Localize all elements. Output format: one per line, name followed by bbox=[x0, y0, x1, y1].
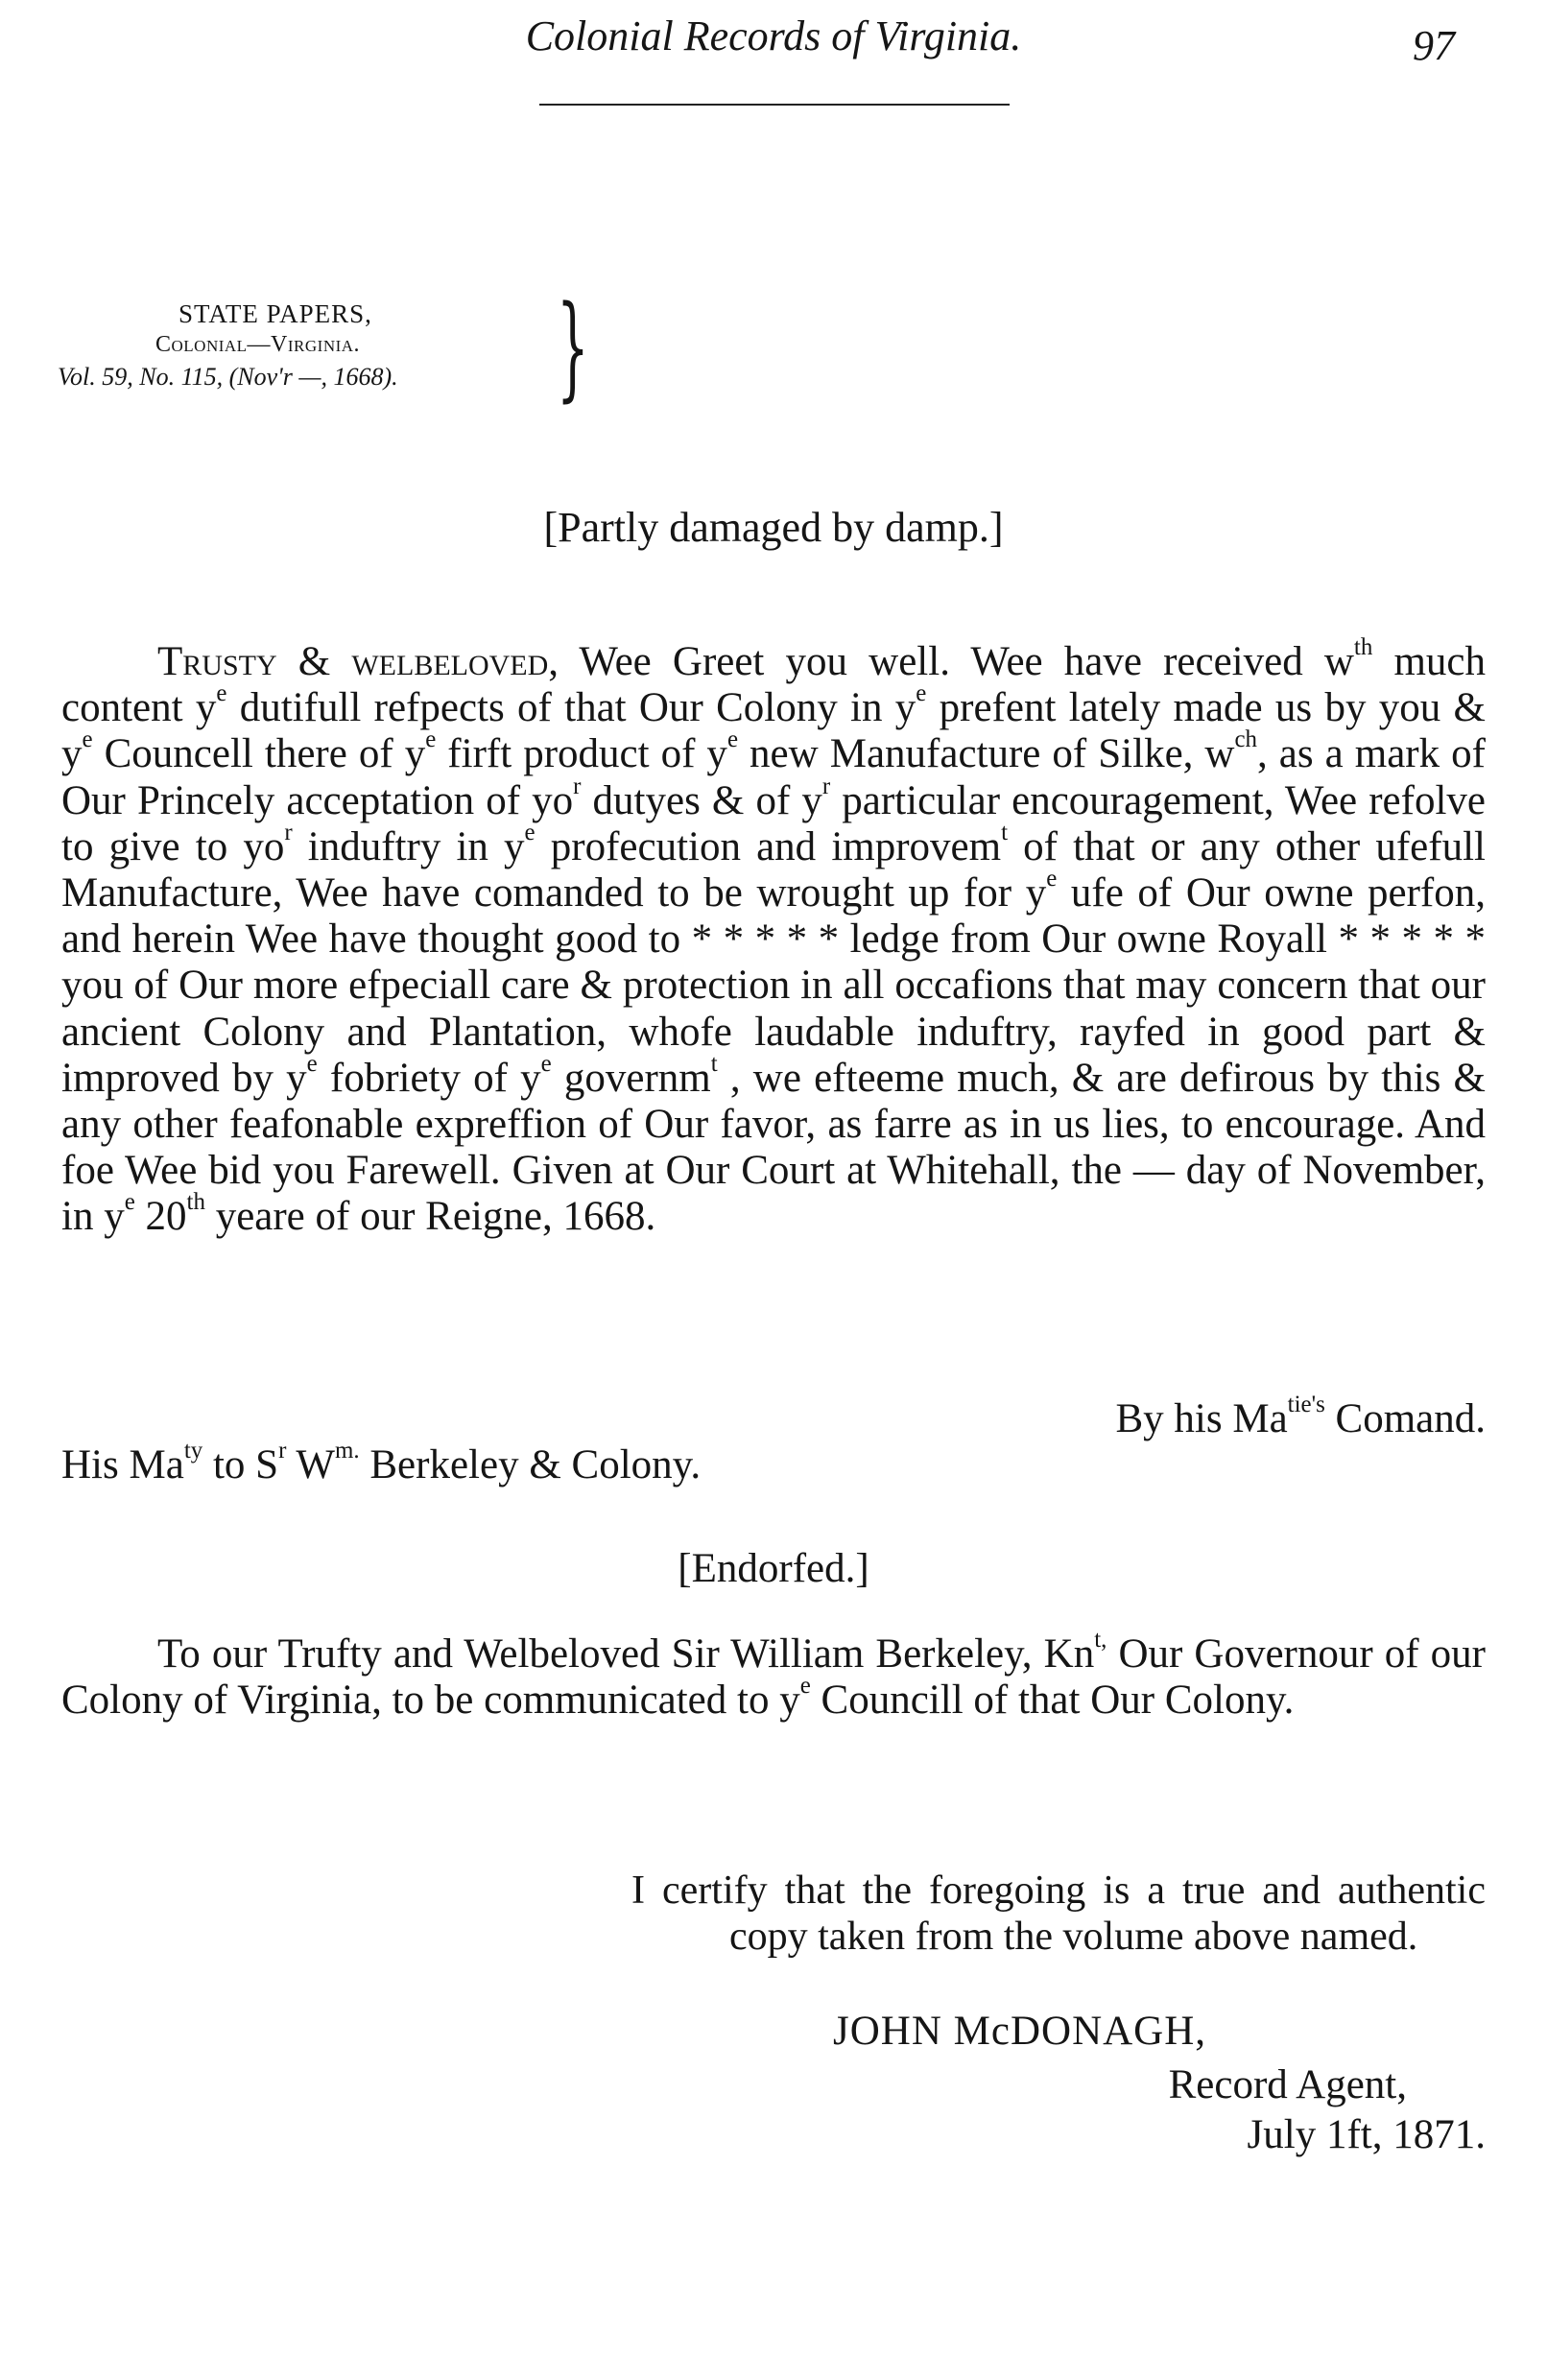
text-run: To our Trufty and Welbeloved Sir William Berkeley, Kn bbox=[157, 1631, 1095, 1677]
header-rule bbox=[539, 104, 1010, 106]
superscript: e bbox=[124, 1189, 135, 1216]
superscript: e bbox=[306, 1050, 318, 1077]
superscript: th bbox=[186, 1189, 205, 1216]
superscript: e bbox=[425, 726, 437, 753]
superscript: r bbox=[821, 773, 831, 799]
text-run: Wee Greet you well. Wee have received w bbox=[559, 639, 1354, 684]
superscript: e bbox=[1046, 865, 1058, 892]
superscript: e bbox=[799, 1673, 811, 1700]
text-run: By his Ma bbox=[1115, 1396, 1288, 1441]
text-run: firft product of y bbox=[436, 731, 727, 777]
text-run: profecution and improvem bbox=[535, 823, 1002, 869]
text-run: Comand. bbox=[1324, 1396, 1486, 1441]
superscript: e bbox=[916, 680, 927, 707]
text-run: ufe of Our owne perfon, and herein Wee have thought good to * * * * * ledge from Our owne Royall * * * * * you of Our more efpeciall care & protection in all occafions that may concern that our ancient Colony and Plantation, whofe laudable induftry, rayfed in good part & improved by y bbox=[61, 870, 1487, 1101]
running-title: Colonial Records of Virginia. bbox=[525, 12, 1022, 60]
text-run: prefent lately made us by you & y bbox=[61, 685, 1486, 777]
endorsement-text bbox=[61, 1626, 1486, 1724]
text-run: induftry in y bbox=[292, 823, 525, 869]
text-run: particular encouragement, Wee refolve to give to yo bbox=[61, 777, 1486, 869]
signer-name: JOHN McDONAGH, bbox=[833, 2009, 1207, 2054]
source-reference-line-1: STATE PAPERS, bbox=[178, 299, 372, 328]
superscript: t bbox=[1001, 819, 1008, 845]
superscript: t, bbox=[1094, 1626, 1107, 1653]
letter-body bbox=[61, 633, 1487, 1241]
superscript: ch bbox=[1234, 726, 1258, 753]
superscript: e bbox=[726, 726, 739, 753]
text-run: much content y bbox=[61, 639, 1486, 731]
text-run: dutyes & of y bbox=[581, 777, 822, 823]
text-run: , we efteeme much, & are defirous by this & any other feafonable expreffion of Our favor, as farre as in us lies, to encourage. And foe Wee bid you Farewell. Given at Our Court at Whitehall, the — day of November, in y bbox=[61, 1055, 1486, 1240]
addressee-line bbox=[61, 1437, 702, 1491]
text-run: W bbox=[286, 1442, 335, 1488]
source-reference-line-3: Vol. 59, No. 115, (Nov'r —, 1668). bbox=[58, 363, 398, 391]
superscript: e bbox=[82, 726, 93, 753]
text-run: governm bbox=[551, 1055, 711, 1101]
text-run: Berkeley & Colony. bbox=[359, 1442, 702, 1488]
letter-text bbox=[61, 633, 1487, 1240]
source-reference bbox=[58, 280, 595, 413]
text-run: fobriety of y bbox=[317, 1055, 541, 1101]
certification-text: I certify that the foregoing is a true and authentic copy taken from the volume above named. bbox=[631, 1868, 1486, 1959]
text-run: Councill of that Our Colony. bbox=[810, 1678, 1295, 1724]
brace-glyph: } bbox=[557, 280, 589, 413]
text-run: Councell there of y bbox=[92, 731, 426, 777]
text-run: Our Governour of our Colony of Virginia, to be communicated to y bbox=[61, 1631, 1486, 1724]
royal-command-signoff bbox=[1115, 1393, 1486, 1445]
superscript: e bbox=[216, 680, 227, 707]
text-run: new Manufacture of Silke, w bbox=[738, 731, 1235, 777]
superscript: th bbox=[1353, 633, 1373, 660]
text-run: dutifull refpects of that Our Colony in y bbox=[226, 685, 916, 731]
signer-date: July 1ft, 1871. bbox=[1247, 2112, 1486, 2157]
superscript: t bbox=[710, 1050, 718, 1077]
superscript: e bbox=[540, 1050, 552, 1077]
source-reference-line-2: Colonial—Virginia. bbox=[155, 332, 361, 357]
text-run: 20 bbox=[134, 1194, 187, 1240]
superscript: e bbox=[524, 819, 536, 845]
damage-note: [Partly damaged by damp.] bbox=[543, 504, 1004, 551]
superscript: r bbox=[573, 773, 582, 799]
page-number: 97 bbox=[1413, 22, 1455, 69]
text-run: His Ma bbox=[61, 1442, 184, 1488]
letter-salutation: Trusty & welbeloved, bbox=[157, 639, 559, 684]
superscript: m. bbox=[334, 1437, 360, 1464]
signer-title: Record Agent, bbox=[1168, 2062, 1407, 2107]
superscript: r bbox=[284, 819, 293, 845]
endorsed-label: [Endorfed.] bbox=[678, 1546, 869, 1591]
superscript: r bbox=[278, 1437, 287, 1464]
text-run: of that or any other ufefull Manufacture, Wee have comanded to be wrought up for y bbox=[61, 823, 1486, 916]
text-run: , as a mark of Our Princely acceptation of yo bbox=[61, 731, 1486, 823]
text-run: to S bbox=[202, 1442, 279, 1488]
text-run: yeare of our Reigne, 1668. bbox=[204, 1194, 656, 1240]
superscript: ty bbox=[183, 1437, 203, 1464]
superscript: tie's bbox=[1287, 1391, 1325, 1417]
